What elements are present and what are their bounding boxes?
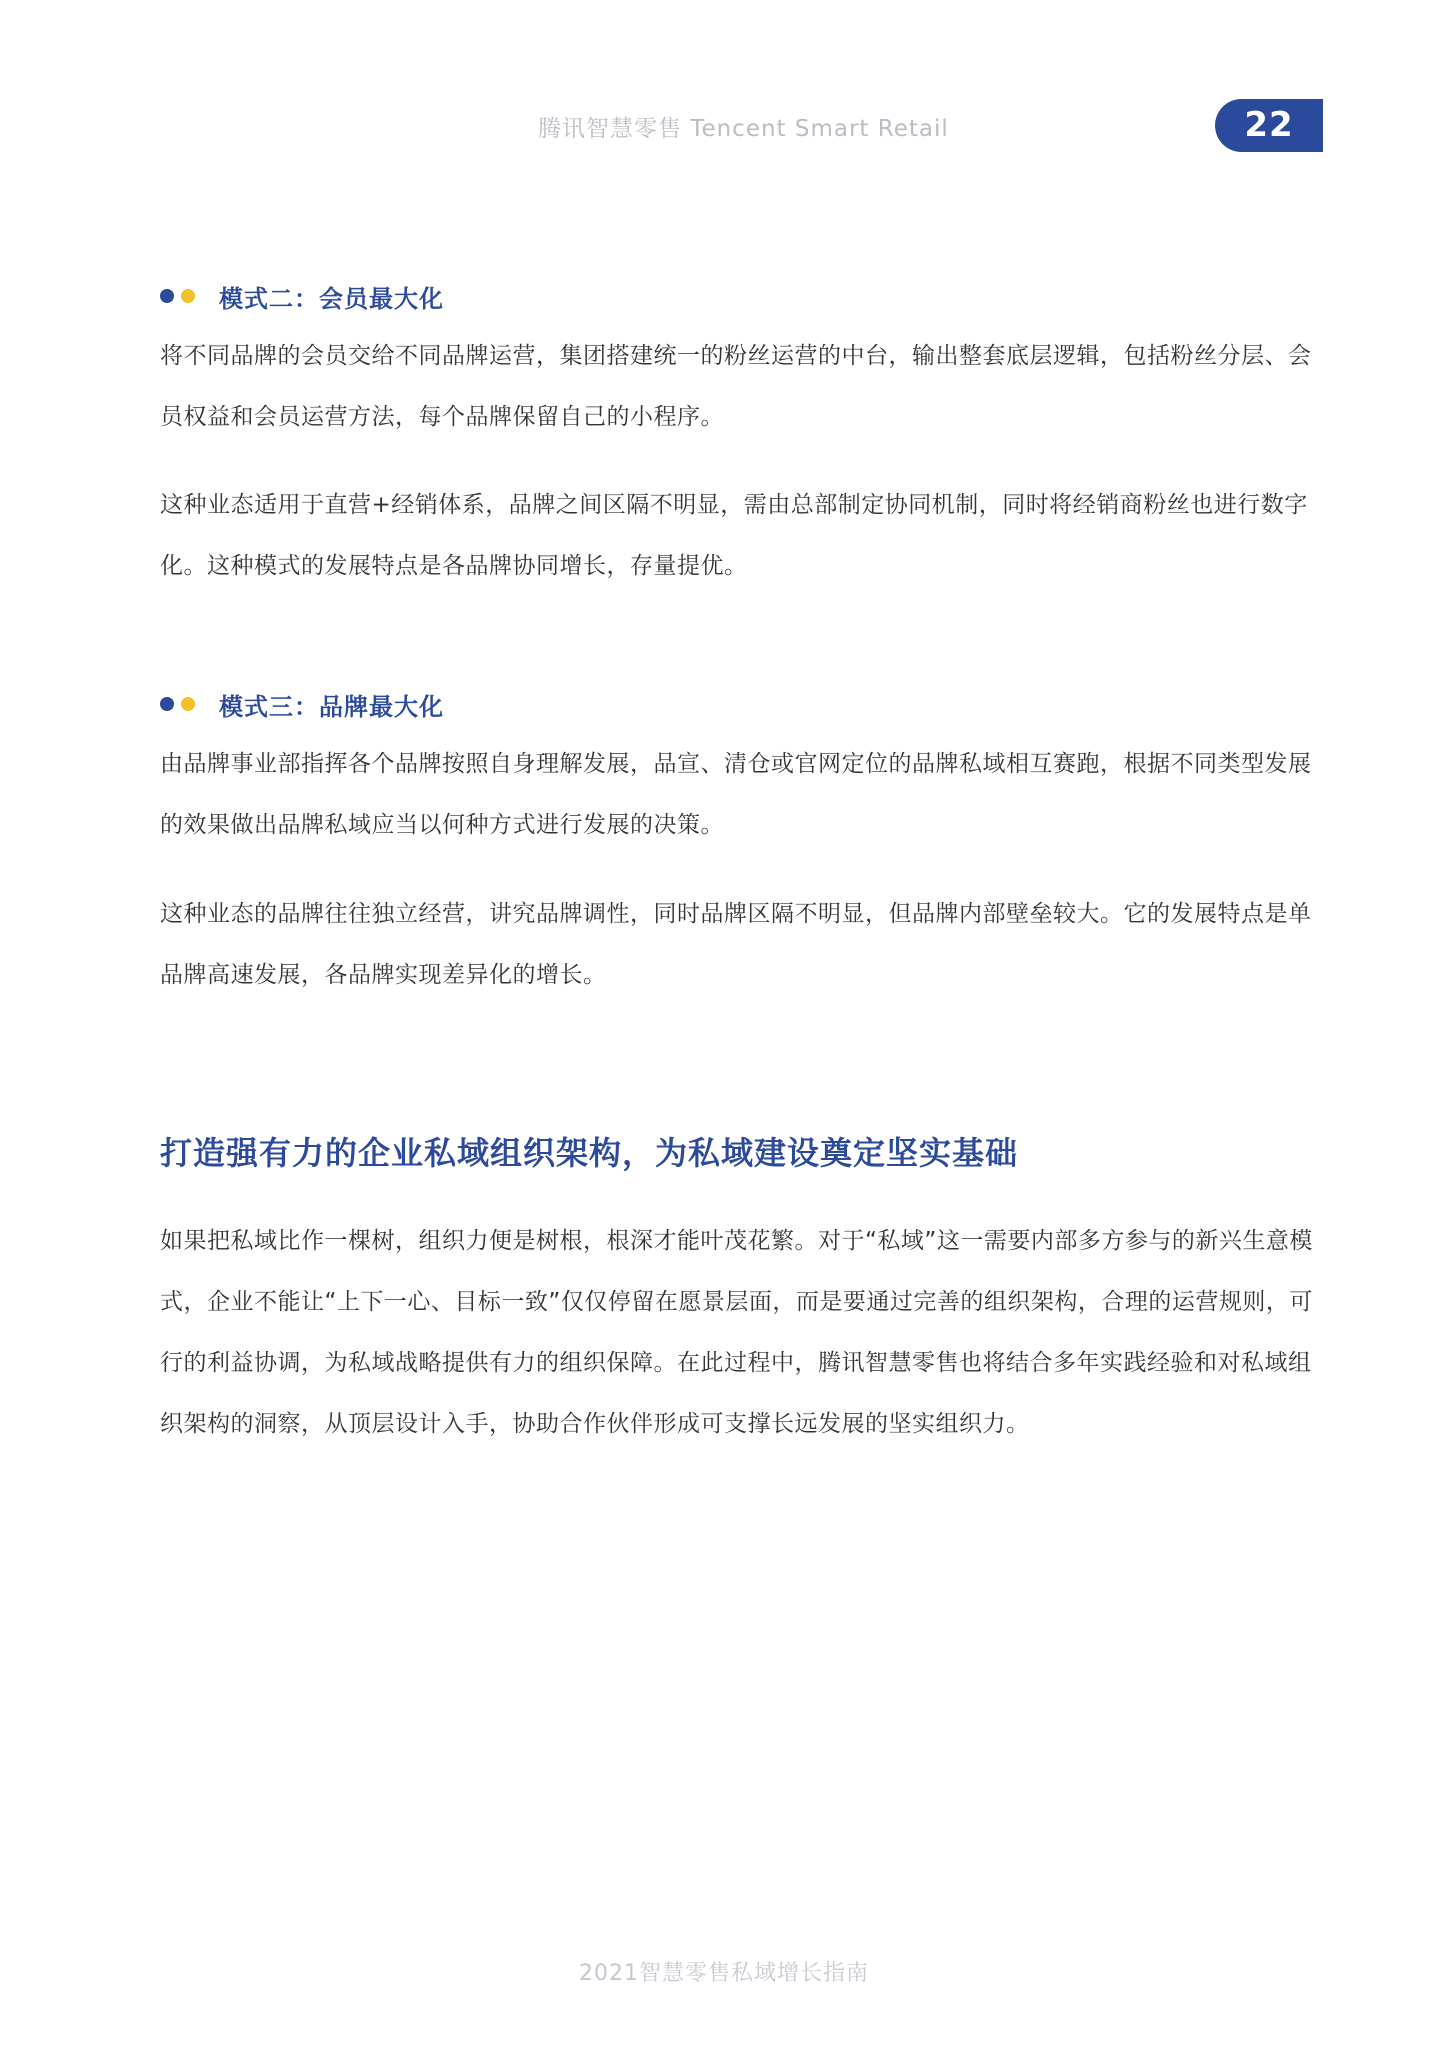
section-heading-label: 模式二：会员最大化 [219,284,444,313]
yellow-bullet-dot-icon [181,697,195,711]
yellow-bullet-dot-icon [181,289,195,303]
section-heading-mode-three [160,686,444,722]
running-footer: 2021智慧零售私域增长指南 [579,1961,869,1986]
paragraph: 如果把私域比作一棵树，组织力便是树根，根深才能叶茂花繁。对于“私域”这一需要内部多方参与的新兴生意模式，企业不能让“上下一心、目标一致”仅仅停留在愿景层面，而是要通过完善的组织架构，合理的运营规则，可行的利益协调，为私域战略提供有力的组织保障。在此过程中，腾讯智慧零售也将结合多年实践经验和对私域组织架构的洞察，从顶层设计入手，协助合作伙伴形成可支撑长远发展的坚实组织力。 [160,1228,1313,1437]
paragraph: 将不同品牌的会员交给不同品牌运营，集团搭建统一的粉丝运营的中台，输出整套底层逻辑，包括粉丝分层、会员权益和会员运营方法，每个品牌保留自己的小程序。 [160,343,1312,430]
section-heading-mode-two [160,278,444,314]
section-title: 打造强有力的企业私域组织架构，为私域建设奠定坚实基础 [160,1134,1019,1172]
section-heading-label: 模式三：品牌最大化 [219,692,444,721]
paragraph: 这种业态的品牌往往独立经营，讲究品牌调性，同时品牌区隔不明显，但品牌内部壁垒较大。它的发展特点是单品牌高速发展，各品牌实现差异化的增长。 [160,901,1312,988]
paragraph: 由品牌事业部指挥各个品牌按照自身理解发展，品宣、清仓或官网定位的品牌私域相互赛跑，根据不同类型发展的效果做出品牌私域应当以何种方式进行发展的决策。 [160,751,1312,838]
page-number-badge: 22 [1215,99,1323,152]
blue-bullet-dot-icon [160,289,174,303]
paragraph: 这种业态适用于直营+经销体系，品牌之间区隔不明显，需由总部制定协同机制，同时将经销商粉丝也进行数字化。这种模式的发展特点是各品牌协同增长，存量提优。 [160,492,1308,579]
blue-bullet-dot-icon [160,697,174,711]
running-header: 腾讯智慧零售 Tencent Smart Retail [538,116,949,142]
